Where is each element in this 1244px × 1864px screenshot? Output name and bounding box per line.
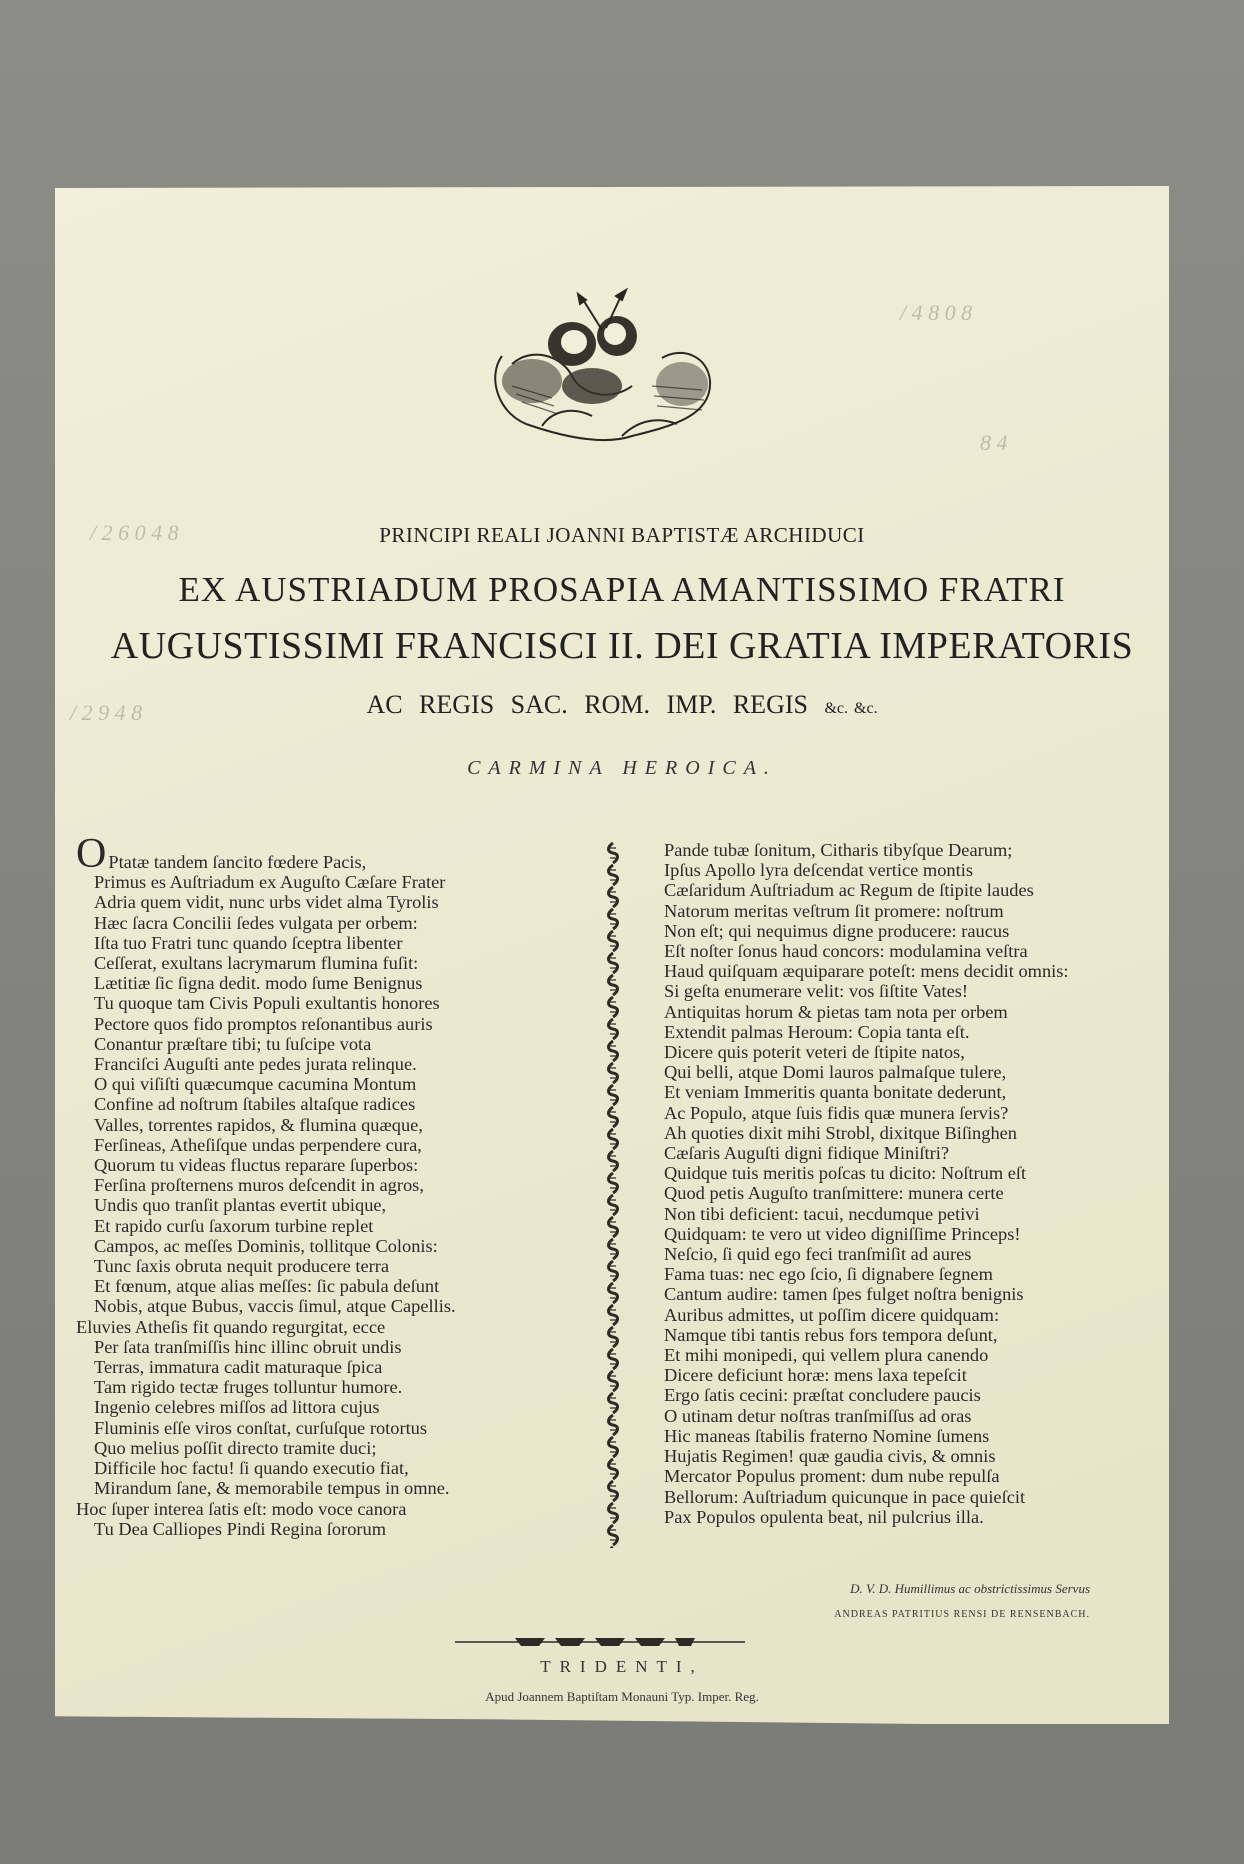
poem-line: Franciſci Auguſti ante pedes jurata relinque.: [94, 1054, 417, 1075]
poem-line: Pax Populos opulenta beat, nil pulcrius illa.: [664, 1506, 984, 1527]
poem-line: Haud quiſquam æquiparare poteſt: mens decidit omnis:: [664, 961, 1069, 982]
poem-line: Cæſaridum Auſtriadum ac Regum de ſtipite laudes: [664, 880, 1034, 901]
poem-line: Pande tubæ ſonitum, Citharis tibyſque Dearum;: [664, 840, 1013, 860]
bleed-through-marks: 8 4: [980, 430, 1008, 455]
poem-line: Ah quoties dixit mihi Strobl, dixitque Biſinghen: [664, 1122, 1017, 1143]
poem-line: Natorum meritas veſtrum ſit promere: noſtrum: [664, 900, 1004, 921]
horizontal-ornament-rule: [455, 1636, 745, 1648]
poem-line: Cæſaris Auguſti digni fidique Miniſtri?: [664, 1143, 950, 1164]
dedication-line-2: EX AUSTRIADUM PROSAPIA AMANTISSIMO FRATRI: [178, 570, 1066, 609]
poem-line: Bellorum: Auſtriadum quicunque in pace quieſcit: [664, 1486, 1026, 1507]
poem-line: Extendit palmas Heroum: Copia tanta eſt.: [664, 1021, 970, 1042]
poem-line: Fama tuas: nec ego ſcio, ſi dignabere ſegnem: [664, 1264, 993, 1285]
poem-line: Neſcio, ſi quid ego feci tranſmiſit ad aures: [664, 1244, 972, 1265]
poem-line: Et fœnum, atque alias meſſes: ſic pabula deſunt: [94, 1276, 440, 1297]
poem-line: O utinam detur noſtras tranſmiſſus ad oras: [664, 1405, 972, 1426]
poem-line: Per ſata tranſmiſſis hinc illinc obruit undis: [94, 1336, 402, 1357]
poem-line: Auribus admittes, ut poſſim dicere quidquam:: [664, 1304, 1000, 1325]
poem-line: Hoc ſuper interea ſatis eſt: modo voce canora: [76, 1498, 407, 1519]
poem-left-column: [76, 831, 576, 1539]
poem-line: Campos, ac meſſes Dominis, tollitque Colonis:: [94, 1235, 438, 1256]
poem-line: Namque tibi tantis rebus fors tempora deſunt,: [664, 1324, 998, 1345]
poem-line: Quod petis Auguſto tranſmittere: munera certe: [664, 1183, 1004, 1204]
poem-line: Mirandum ſane, & memorabile tempus in omne.: [94, 1478, 450, 1499]
poem-line: Iſta tuo Fratri tunc quando ſceptra libenter: [94, 932, 403, 953]
poem-line: Dicere deficiunt horæ: mens laxa tepeſcit: [664, 1365, 967, 1386]
poem-line: Mercator Populus proment: dum nube repulſa: [664, 1466, 1000, 1487]
dedication-line-4: [0, 690, 1244, 720]
poem-line: Valles, torrentes rapidos, & flumina quæque,: [94, 1114, 423, 1135]
poem-line: Cantum audire: tamen ſpes fulget noſtra benignis: [664, 1284, 1024, 1305]
drop-cap: O: [76, 831, 107, 877]
dedication-line-1: PRINCIPI REALI JOANNI BAPTISTÆ ARCHIDUCI: [379, 523, 865, 547]
poem-line: Ferſineas, Atheſiſque undas perpendere cura,: [94, 1134, 422, 1155]
poem-line: Quorum tu videas fluctus reparare ſuperbos:: [94, 1155, 419, 1176]
poem-line: Terras, immatura cadit maturaque ſpica: [94, 1357, 383, 1378]
poem-line: Non tibi deficient: tacui, necdumque petivi: [664, 1203, 980, 1224]
bleed-through-marks: / 2 9 4 8: [70, 700, 143, 725]
dedication-line-3: AUGUSTISSIMI FRANCISCI II. DEI GRATIA IMPERATORIS: [110, 625, 1134, 667]
poem-line: Qui belli, atque Domi lauros palmaſque tulere,: [664, 1062, 1007, 1083]
poem-line: Primus es Auſtriadum ex Auguſto Cæſare Frater: [94, 872, 446, 893]
poem-line: Pectore quos fido promptos reſonantibus auris: [94, 1013, 433, 1034]
poem-line: Et veniam Immeritis quanta bonitate dederunt,: [664, 1082, 1007, 1103]
poem-line: Ferſina proſternens muros deſcendit in agros,: [94, 1175, 424, 1196]
poem-line: Undis quo tranſit plantas evertit ubique,: [94, 1195, 387, 1216]
poem-line: Tam rigido tectæ fruges tolluntur humore.: [94, 1377, 403, 1398]
poem-line: Non eſt; qui nequimus digne producere: raucus: [664, 920, 1010, 941]
poem-line: Et rapido curſu ſaxorum turbine replet: [94, 1215, 374, 1236]
poem-line: Eluvies Atheſis fit quando regurgitat, ecce: [76, 1316, 386, 1337]
bleed-through-marks: / 4 8 0 8: [900, 300, 973, 325]
signature-line: D. V. D. Humillimus ac obstrictissimus Servus: [850, 1581, 1090, 1596]
poem-line: Ceſſerat, exultans lacrymarum flumina fuſit:: [94, 953, 419, 974]
poem-line: Antiquitas horum & pietas tam nota per orbem: [664, 1001, 1008, 1022]
imprint-printer: Apud Joannem Baptiſtam Monauni Typ. Imper. Reg.: [485, 1689, 759, 1704]
poem-line: Conantur præſtare tibi; tu ſuſcipe vota: [94, 1033, 372, 1054]
poem-line: Nobis, atque Bubus, vaccis ſimul, atque Capellis.: [94, 1296, 456, 1317]
poem-line: Tu Dea Calliopes Pindi Regina ſororum: [94, 1518, 387, 1539]
poem-right-column: [664, 840, 1164, 1527]
poem-line: O qui viſiſti quæcumque cacumina Montum: [94, 1074, 417, 1095]
poem-line: Confine ad noſtrum ſtabiles altaſque radices: [94, 1094, 416, 1115]
poem-line: Eſt noſter ſonus haud concors: modulamina veſtra: [664, 941, 1028, 962]
poem-line: Ptatæ tandem ſancito fœdere Pacis,: [108, 852, 367, 872]
poem-line: Adria quem vidit, nunc urbs videt alma Tyrolis: [94, 892, 439, 913]
vertical-ornament-divider: [602, 842, 624, 1548]
dedication-line-4-main: AC REGIS SAC. ROM. IMP. REGIS: [366, 690, 808, 719]
dedication-line-4-etc: &c. &c.: [824, 700, 878, 717]
poem-line: Dicere quis poterit veteri de ſtipite natos,: [664, 1042, 965, 1063]
poem-line: Ipſus Apollo lyra deſcendat vertice montis: [664, 860, 973, 881]
poem-line: Difficile hoc factu! ſi quando executio fiat,: [94, 1458, 409, 1479]
poem-line: Tu quoque tam Civis Populi exultantis honores: [94, 993, 440, 1014]
poem-line: Quidque tuis meritis poſcas tu dicito: Noſtrum eſt: [664, 1163, 1027, 1184]
cherubs-emblem: [482, 286, 718, 450]
poem-line: Quidquam: te vero ut video digniſſime Princeps!: [664, 1223, 1021, 1244]
poem-line: Lætitiæ ſic ſigna dedit. modo ſume Benignus: [94, 973, 423, 994]
poem-line: Ergo ſatis cecini: præſtat concludere paucis: [664, 1385, 981, 1406]
poem-line: Ac Populo, atque ſuis fidis quæ munera ſervis?: [664, 1102, 1009, 1123]
poem-line: Hæc ſacra Concilii ſedes vulgata per orbem:: [94, 912, 418, 933]
poem-line: Hic maneas ſtabilis fraterno Nomine ſumens: [664, 1425, 990, 1446]
bleed-through-marks: / 2 6 0 4 8: [90, 520, 179, 545]
poem-line: Si geſta enumerare velit: vos ſiſtite Vates!: [664, 981, 969, 1002]
poem-line: Et mihi monipedi, qui vellem plura canendo: [664, 1345, 989, 1366]
poem-line: Tunc ſaxis obruta nequit producere terra: [94, 1256, 390, 1277]
poem-subtitle: CARMINA HEROICA.: [467, 757, 777, 779]
poem-line: Hujatis Regimen! quæ gaudia civis, & omnis: [664, 1446, 996, 1467]
poem-line: Quo melius poſſit directo tramite duci;: [94, 1437, 377, 1458]
poem-line: Ingenio celebres miſſos ad littora cujus: [94, 1397, 380, 1418]
poem-line: Fluminis eſſe viros conſtat, curſuſque rotortus: [94, 1417, 428, 1438]
author-name: ANDREAS PATRITIUS RENSI DE RENSENBACH.: [834, 1609, 1090, 1620]
imprint-city: TRIDENTI,: [540, 1657, 704, 1676]
